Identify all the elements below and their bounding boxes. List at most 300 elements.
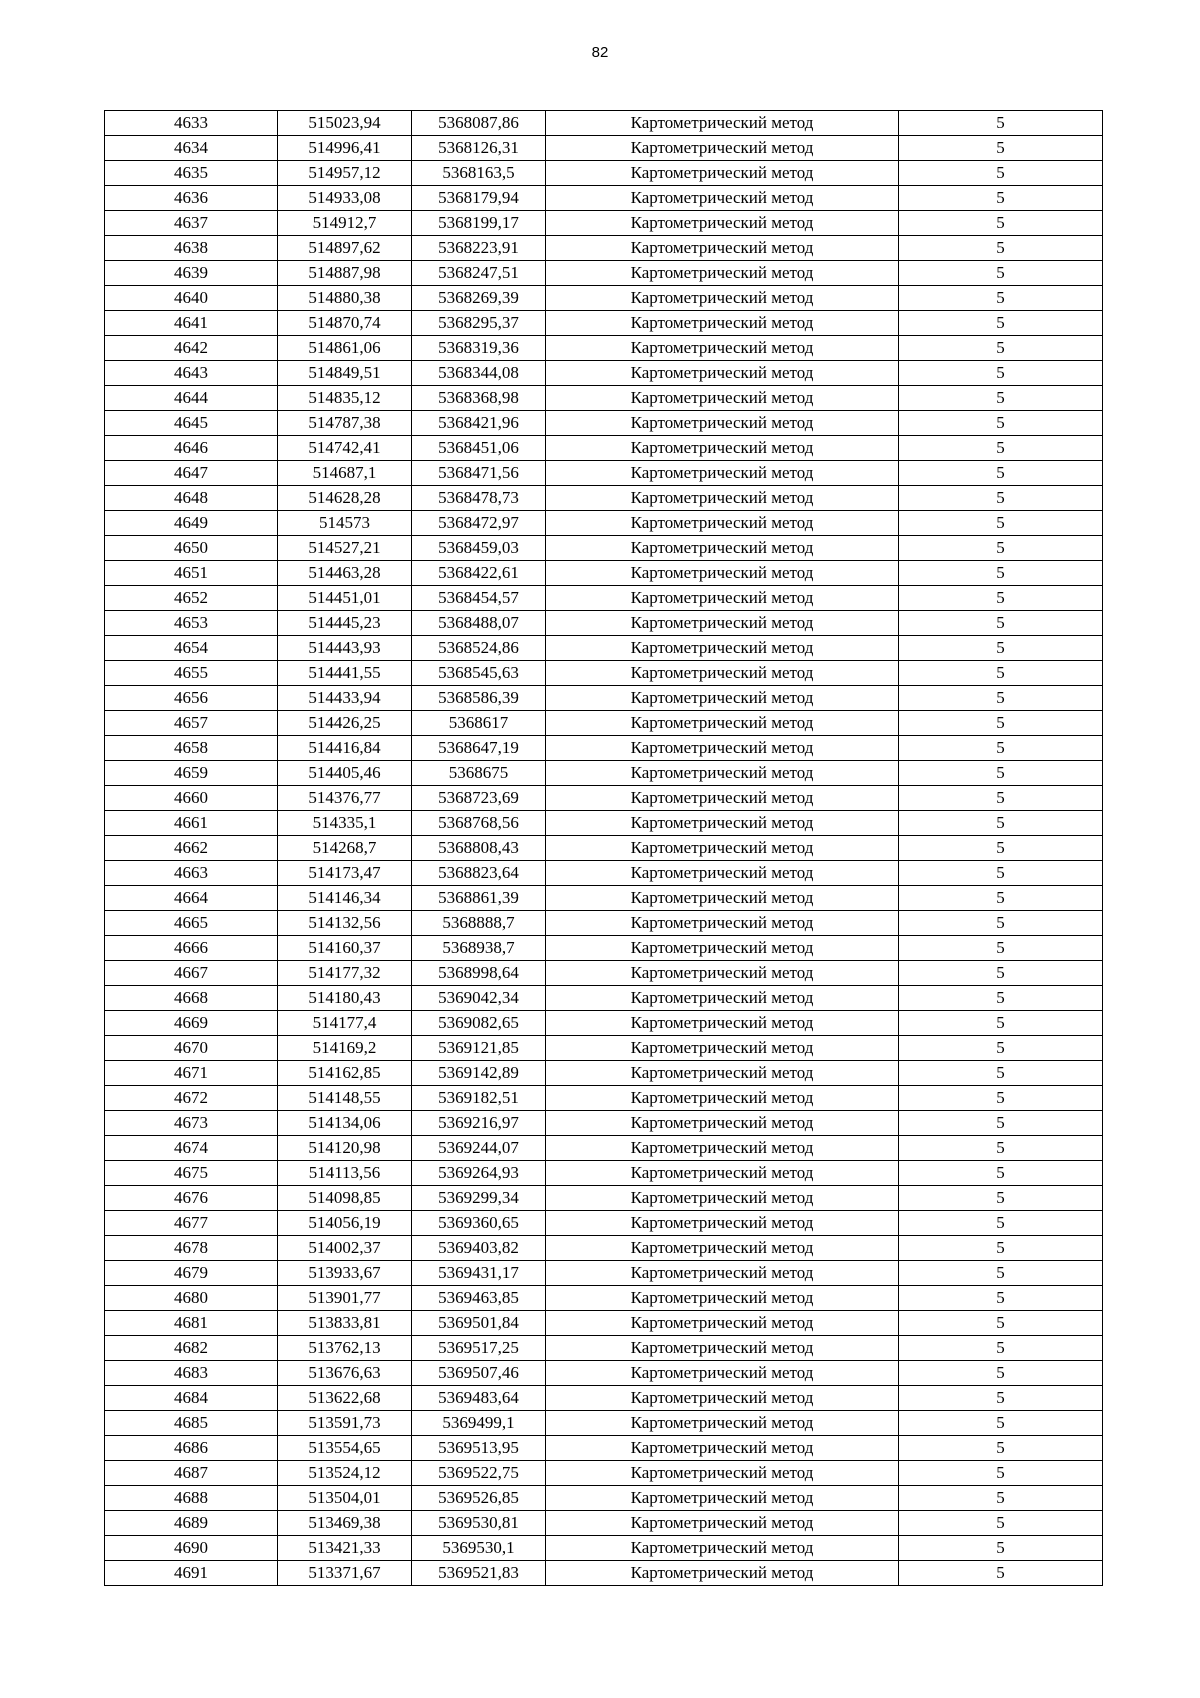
x-coordinate-cell: 514573 [278, 511, 412, 536]
point-number-cell: 4665 [105, 911, 278, 936]
x-coordinate-cell: 514443,93 [278, 636, 412, 661]
y-coordinate-cell: 5368861,39 [412, 886, 546, 911]
accuracy-cell: 5 [899, 1186, 1103, 1211]
method-cell: Картометрический метод [546, 686, 899, 711]
x-coordinate-cell: 514098,85 [278, 1186, 412, 1211]
accuracy-cell: 5 [899, 336, 1103, 361]
y-coordinate-cell: 5368478,73 [412, 486, 546, 511]
table-row [105, 711, 1103, 736]
table-row [105, 736, 1103, 761]
method-cell: Картометрический метод [546, 1411, 899, 1436]
accuracy-cell: 5 [899, 1461, 1103, 1486]
accuracy-cell: 5 [899, 436, 1103, 461]
point-number-cell: 4640 [105, 286, 278, 311]
table-row [105, 1011, 1103, 1036]
y-coordinate-cell: 5368998,64 [412, 961, 546, 986]
point-number-cell: 4682 [105, 1336, 278, 1361]
table-row [105, 1336, 1103, 1361]
x-coordinate-cell: 514787,38 [278, 411, 412, 436]
x-coordinate-cell: 513524,12 [278, 1461, 412, 1486]
table-row [105, 336, 1103, 361]
method-cell: Картометрический метод [546, 1111, 899, 1136]
x-coordinate-cell: 514002,37 [278, 1236, 412, 1261]
method-cell: Картометрический метод [546, 286, 899, 311]
accuracy-cell: 5 [899, 986, 1103, 1011]
point-number-cell: 4662 [105, 836, 278, 861]
accuracy-cell: 5 [899, 211, 1103, 236]
x-coordinate-cell: 514173,47 [278, 861, 412, 886]
accuracy-cell: 5 [899, 136, 1103, 161]
table-row [105, 486, 1103, 511]
accuracy-cell: 5 [899, 886, 1103, 911]
method-cell: Картометрический метод [546, 886, 899, 911]
point-number-cell: 4660 [105, 786, 278, 811]
table-row [105, 261, 1103, 286]
x-coordinate-cell: 514148,55 [278, 1086, 412, 1111]
point-number-cell: 4636 [105, 186, 278, 211]
y-coordinate-cell: 5369501,84 [412, 1311, 546, 1336]
method-cell: Картометрический метод [546, 211, 899, 236]
point-number-cell: 4664 [105, 886, 278, 911]
table-row [105, 436, 1103, 461]
accuracy-cell: 5 [899, 1261, 1103, 1286]
x-coordinate-cell: 514861,06 [278, 336, 412, 361]
accuracy-cell: 5 [899, 236, 1103, 261]
x-coordinate-cell: 514451,01 [278, 586, 412, 611]
accuracy-cell: 5 [899, 1236, 1103, 1261]
y-coordinate-cell: 5368451,06 [412, 436, 546, 461]
accuracy-cell: 5 [899, 1411, 1103, 1436]
method-cell: Картометрический метод [546, 161, 899, 186]
method-cell: Картометрический метод [546, 636, 899, 661]
method-cell: Картометрический метод [546, 986, 899, 1011]
x-coordinate-cell: 514957,12 [278, 161, 412, 186]
coordinates-table-body [105, 111, 1103, 1586]
method-cell: Картометрический метод [546, 1511, 899, 1536]
method-cell: Картометрический метод [546, 1311, 899, 1336]
x-coordinate-cell: 513554,65 [278, 1436, 412, 1461]
y-coordinate-cell: 5369521,83 [412, 1561, 546, 1586]
method-cell: Картометрический метод [546, 811, 899, 836]
accuracy-cell: 5 [899, 711, 1103, 736]
y-coordinate-cell: 5368545,63 [412, 661, 546, 686]
x-coordinate-cell: 514441,55 [278, 661, 412, 686]
y-coordinate-cell: 5369463,85 [412, 1286, 546, 1311]
x-coordinate-cell: 514120,98 [278, 1136, 412, 1161]
accuracy-cell: 5 [899, 761, 1103, 786]
method-cell: Картометрический метод [546, 561, 899, 586]
x-coordinate-cell: 514433,94 [278, 686, 412, 711]
y-coordinate-cell: 5369142,89 [412, 1061, 546, 1086]
x-coordinate-cell: 514880,38 [278, 286, 412, 311]
method-cell: Картометрический метод [546, 461, 899, 486]
accuracy-cell: 5 [899, 1386, 1103, 1411]
x-coordinate-cell: 514146,34 [278, 886, 412, 911]
accuracy-cell: 5 [899, 861, 1103, 886]
method-cell: Картометрический метод [546, 236, 899, 261]
table-row [105, 236, 1103, 261]
point-number-cell: 4637 [105, 211, 278, 236]
method-cell: Картометрический метод [546, 736, 899, 761]
accuracy-cell: 5 [899, 1361, 1103, 1386]
point-number-cell: 4652 [105, 586, 278, 611]
x-coordinate-cell: 514887,98 [278, 261, 412, 286]
accuracy-cell: 5 [899, 936, 1103, 961]
coordinates-table [104, 110, 1103, 1586]
method-cell: Картометрический метод [546, 1186, 899, 1211]
method-cell: Картометрический метод [546, 586, 899, 611]
x-coordinate-cell: 513762,13 [278, 1336, 412, 1361]
table-row [105, 461, 1103, 486]
point-number-cell: 4684 [105, 1386, 278, 1411]
accuracy-cell: 5 [899, 661, 1103, 686]
table-row [105, 511, 1103, 536]
y-coordinate-cell: 5368368,98 [412, 386, 546, 411]
method-cell: Картометрический метод [546, 711, 899, 736]
method-cell: Картометрический метод [546, 186, 899, 211]
table-row [105, 1286, 1103, 1311]
point-number-cell: 4685 [105, 1411, 278, 1436]
accuracy-cell: 5 [899, 111, 1103, 136]
accuracy-cell: 5 [899, 961, 1103, 986]
table-row [105, 411, 1103, 436]
x-coordinate-cell: 514113,56 [278, 1161, 412, 1186]
table-row [105, 1111, 1103, 1136]
y-coordinate-cell: 5369507,46 [412, 1361, 546, 1386]
accuracy-cell: 5 [899, 161, 1103, 186]
x-coordinate-cell: 514376,77 [278, 786, 412, 811]
y-coordinate-cell: 5368723,69 [412, 786, 546, 811]
x-coordinate-cell: 514870,74 [278, 311, 412, 336]
point-number-cell: 4642 [105, 336, 278, 361]
table-row [105, 1561, 1103, 1586]
method-cell: Картометрический метод [546, 786, 899, 811]
accuracy-cell: 5 [899, 1286, 1103, 1311]
x-coordinate-cell: 514687,1 [278, 461, 412, 486]
point-number-cell: 4651 [105, 561, 278, 586]
x-coordinate-cell: 513469,38 [278, 1511, 412, 1536]
x-coordinate-cell: 514335,1 [278, 811, 412, 836]
y-coordinate-cell: 5369526,85 [412, 1486, 546, 1511]
point-number-cell: 4677 [105, 1211, 278, 1236]
accuracy-cell: 5 [899, 361, 1103, 386]
y-coordinate-cell: 5368344,08 [412, 361, 546, 386]
x-coordinate-cell: 514056,19 [278, 1211, 412, 1236]
y-coordinate-cell: 5368938,7 [412, 936, 546, 961]
accuracy-cell: 5 [899, 1011, 1103, 1036]
y-coordinate-cell: 5368295,37 [412, 311, 546, 336]
point-number-cell: 4689 [105, 1511, 278, 1536]
point-number-cell: 4690 [105, 1536, 278, 1561]
point-number-cell: 4671 [105, 1061, 278, 1086]
y-coordinate-cell: 5368126,31 [412, 136, 546, 161]
table-row [105, 311, 1103, 336]
y-coordinate-cell: 5368459,03 [412, 536, 546, 561]
point-number-cell: 4645 [105, 411, 278, 436]
point-number-cell: 4691 [105, 1561, 278, 1586]
table-row [105, 361, 1103, 386]
table-row [105, 1161, 1103, 1186]
accuracy-cell: 5 [899, 411, 1103, 436]
y-coordinate-cell: 5369530,81 [412, 1511, 546, 1536]
point-number-cell: 4641 [105, 311, 278, 336]
y-coordinate-cell: 5369513,95 [412, 1436, 546, 1461]
y-coordinate-cell: 5368422,61 [412, 561, 546, 586]
method-cell: Картометрический метод [546, 961, 899, 986]
table-row [105, 286, 1103, 311]
table-row [105, 661, 1103, 686]
x-coordinate-cell: 514897,62 [278, 236, 412, 261]
y-coordinate-cell: 5369264,93 [412, 1161, 546, 1186]
accuracy-cell: 5 [899, 1336, 1103, 1361]
point-number-cell: 4653 [105, 611, 278, 636]
x-coordinate-cell: 514169,2 [278, 1036, 412, 1061]
y-coordinate-cell: 5368454,57 [412, 586, 546, 611]
table-row [105, 1136, 1103, 1161]
x-coordinate-cell: 514527,21 [278, 536, 412, 561]
method-cell: Картометрический метод [546, 936, 899, 961]
accuracy-cell: 5 [899, 261, 1103, 286]
point-number-cell: 4687 [105, 1461, 278, 1486]
accuracy-cell: 5 [899, 1486, 1103, 1511]
accuracy-cell: 5 [899, 186, 1103, 211]
table-row [105, 1261, 1103, 1286]
point-number-cell: 4675 [105, 1161, 278, 1186]
table-row [105, 1411, 1103, 1436]
table-row [105, 136, 1103, 161]
table-row [105, 686, 1103, 711]
accuracy-cell: 5 [899, 1086, 1103, 1111]
y-coordinate-cell: 5368823,64 [412, 861, 546, 886]
method-cell: Картометрический метод [546, 486, 899, 511]
accuracy-cell: 5 [899, 536, 1103, 561]
table-row [105, 111, 1103, 136]
y-coordinate-cell: 5368586,39 [412, 686, 546, 711]
x-coordinate-cell: 514912,7 [278, 211, 412, 236]
method-cell: Картометрический метод [546, 361, 899, 386]
x-coordinate-cell: 514933,08 [278, 186, 412, 211]
x-coordinate-cell: 514268,7 [278, 836, 412, 861]
x-coordinate-cell: 514996,41 [278, 136, 412, 161]
y-coordinate-cell: 5368087,86 [412, 111, 546, 136]
method-cell: Картометрический метод [546, 411, 899, 436]
method-cell: Картометрический метод [546, 661, 899, 686]
point-number-cell: 4638 [105, 236, 278, 261]
x-coordinate-cell: 514162,85 [278, 1061, 412, 1086]
table-row [105, 811, 1103, 836]
y-coordinate-cell: 5369042,34 [412, 986, 546, 1011]
method-cell: Картометрический метод [546, 1436, 899, 1461]
method-cell: Картометрический метод [546, 1486, 899, 1511]
table-row [105, 886, 1103, 911]
accuracy-cell: 5 [899, 386, 1103, 411]
accuracy-cell: 5 [899, 1436, 1103, 1461]
x-coordinate-cell: 514177,32 [278, 961, 412, 986]
method-cell: Картометрический метод [546, 911, 899, 936]
method-cell: Картометрический метод [546, 386, 899, 411]
y-coordinate-cell: 5369182,51 [412, 1086, 546, 1111]
y-coordinate-cell: 5369403,82 [412, 1236, 546, 1261]
table-row [105, 1461, 1103, 1486]
y-coordinate-cell: 5368319,36 [412, 336, 546, 361]
y-coordinate-cell: 5368179,94 [412, 186, 546, 211]
accuracy-cell: 5 [899, 286, 1103, 311]
point-number-cell: 4668 [105, 986, 278, 1011]
accuracy-cell: 5 [899, 461, 1103, 486]
method-cell: Картометрический метод [546, 1236, 899, 1261]
point-number-cell: 4661 [105, 811, 278, 836]
table-row [105, 936, 1103, 961]
point-number-cell: 4659 [105, 761, 278, 786]
y-coordinate-cell: 5369299,34 [412, 1186, 546, 1211]
y-coordinate-cell: 5368647,19 [412, 736, 546, 761]
accuracy-cell: 5 [899, 836, 1103, 861]
x-coordinate-cell: 513901,77 [278, 1286, 412, 1311]
table-row [105, 1036, 1103, 1061]
y-coordinate-cell: 5369499,1 [412, 1411, 546, 1436]
x-coordinate-cell: 513676,63 [278, 1361, 412, 1386]
point-number-cell: 4683 [105, 1361, 278, 1386]
point-number-cell: 4663 [105, 861, 278, 886]
y-coordinate-cell: 5369522,75 [412, 1461, 546, 1486]
y-coordinate-cell: 5369530,1 [412, 1536, 546, 1561]
x-coordinate-cell: 514177,4 [278, 1011, 412, 1036]
x-coordinate-cell: 514426,25 [278, 711, 412, 736]
x-coordinate-cell: 514628,28 [278, 486, 412, 511]
point-number-cell: 4633 [105, 111, 278, 136]
accuracy-cell: 5 [899, 1061, 1103, 1086]
point-number-cell: 4643 [105, 361, 278, 386]
y-coordinate-cell: 5369121,85 [412, 1036, 546, 1061]
accuracy-cell: 5 [899, 1211, 1103, 1236]
accuracy-cell: 5 [899, 1511, 1103, 1536]
method-cell: Картометрический метод [546, 1061, 899, 1086]
point-number-cell: 4676 [105, 1186, 278, 1211]
table-row [105, 1211, 1103, 1236]
point-number-cell: 4674 [105, 1136, 278, 1161]
x-coordinate-cell: 514180,43 [278, 986, 412, 1011]
point-number-cell: 4644 [105, 386, 278, 411]
table-row [105, 786, 1103, 811]
accuracy-cell: 5 [899, 1136, 1103, 1161]
method-cell: Картометрический метод [546, 1336, 899, 1361]
x-coordinate-cell: 513421,33 [278, 1536, 412, 1561]
point-number-cell: 4646 [105, 436, 278, 461]
accuracy-cell: 5 [899, 611, 1103, 636]
accuracy-cell: 5 [899, 561, 1103, 586]
y-coordinate-cell: 5369431,17 [412, 1261, 546, 1286]
table-row [105, 986, 1103, 1011]
x-coordinate-cell: 514132,56 [278, 911, 412, 936]
accuracy-cell: 5 [899, 511, 1103, 536]
method-cell: Картометрический метод [546, 1261, 899, 1286]
y-coordinate-cell: 5368524,86 [412, 636, 546, 661]
table-row [105, 536, 1103, 561]
point-number-cell: 4658 [105, 736, 278, 761]
y-coordinate-cell: 5368163,5 [412, 161, 546, 186]
table-row [105, 1311, 1103, 1336]
method-cell: Картометрический метод [546, 1461, 899, 1486]
method-cell: Картометрический метод [546, 1386, 899, 1411]
point-number-cell: 4679 [105, 1261, 278, 1286]
method-cell: Картометрический метод [546, 1011, 899, 1036]
x-coordinate-cell: 513933,67 [278, 1261, 412, 1286]
method-cell: Картометрический метод [546, 261, 899, 286]
x-coordinate-cell: 514134,06 [278, 1111, 412, 1136]
table-row [105, 611, 1103, 636]
accuracy-cell: 5 [899, 636, 1103, 661]
accuracy-cell: 5 [899, 1161, 1103, 1186]
x-coordinate-cell: 513591,73 [278, 1411, 412, 1436]
y-coordinate-cell: 5368471,56 [412, 461, 546, 486]
y-coordinate-cell: 5368768,56 [412, 811, 546, 836]
accuracy-cell: 5 [899, 1536, 1103, 1561]
table-row [105, 386, 1103, 411]
y-coordinate-cell: 5368675 [412, 761, 546, 786]
accuracy-cell: 5 [899, 786, 1103, 811]
table-row [105, 1061, 1103, 1086]
x-coordinate-cell: 513833,81 [278, 1311, 412, 1336]
x-coordinate-cell: 514835,12 [278, 386, 412, 411]
y-coordinate-cell: 5369517,25 [412, 1336, 546, 1361]
point-number-cell: 4649 [105, 511, 278, 536]
accuracy-cell: 5 [899, 911, 1103, 936]
method-cell: Картометрический метод [546, 761, 899, 786]
accuracy-cell: 5 [899, 1036, 1103, 1061]
method-cell: Картометрический метод [546, 1086, 899, 1111]
table-row [105, 1436, 1103, 1461]
point-number-cell: 4655 [105, 661, 278, 686]
accuracy-cell: 5 [899, 686, 1103, 711]
x-coordinate-cell: 514416,84 [278, 736, 412, 761]
table-row [105, 636, 1103, 661]
point-number-cell: 4654 [105, 636, 278, 661]
method-cell: Картометрический метод [546, 611, 899, 636]
x-coordinate-cell: 514463,28 [278, 561, 412, 586]
method-cell: Картометрический метод [546, 436, 899, 461]
accuracy-cell: 5 [899, 486, 1103, 511]
point-number-cell: 4656 [105, 686, 278, 711]
point-number-cell: 4678 [105, 1236, 278, 1261]
point-number-cell: 4688 [105, 1486, 278, 1511]
table-row [105, 1186, 1103, 1211]
method-cell: Картометрический метод [546, 1286, 899, 1311]
y-coordinate-cell: 5369483,64 [412, 1386, 546, 1411]
x-coordinate-cell: 514405,46 [278, 761, 412, 786]
point-number-cell: 4657 [105, 711, 278, 736]
accuracy-cell: 5 [899, 586, 1103, 611]
table-row [105, 1386, 1103, 1411]
table-row [105, 161, 1103, 186]
point-number-cell: 4670 [105, 1036, 278, 1061]
y-coordinate-cell: 5368421,96 [412, 411, 546, 436]
table-row [105, 861, 1103, 886]
y-coordinate-cell: 5368223,91 [412, 236, 546, 261]
method-cell: Картометрический метод [546, 836, 899, 861]
method-cell: Картометрический метод [546, 111, 899, 136]
method-cell: Картометрический метод [546, 1036, 899, 1061]
table-row [105, 1511, 1103, 1536]
method-cell: Картометрический метод [546, 511, 899, 536]
y-coordinate-cell: 5368199,17 [412, 211, 546, 236]
table-row [105, 1236, 1103, 1261]
method-cell: Картометрический метод [546, 861, 899, 886]
y-coordinate-cell: 5369082,65 [412, 1011, 546, 1036]
table-row [105, 211, 1103, 236]
point-number-cell: 4681 [105, 1311, 278, 1336]
method-cell: Картометрический метод [546, 136, 899, 161]
x-coordinate-cell: 514849,51 [278, 361, 412, 386]
